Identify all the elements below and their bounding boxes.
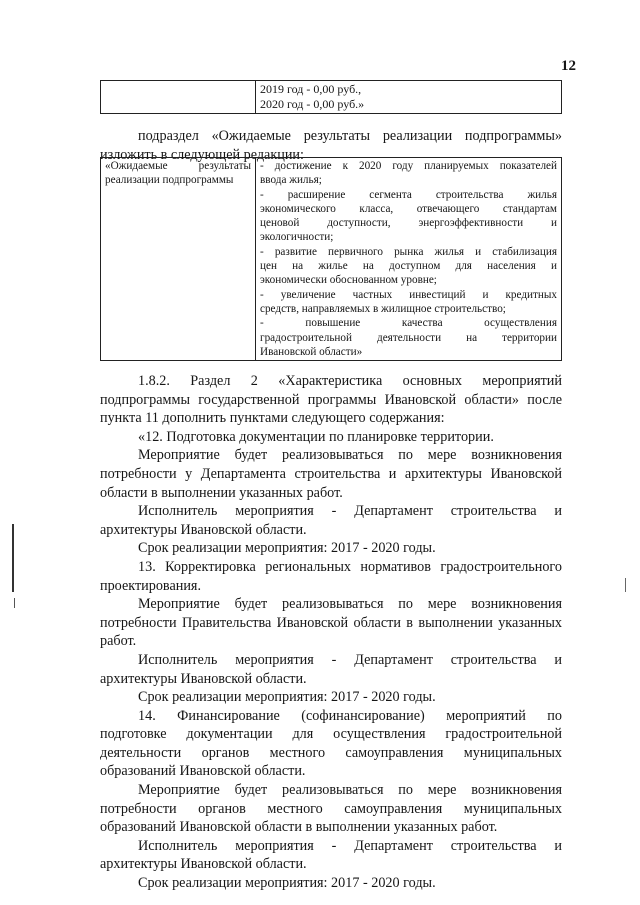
- item-13-desc-line: Мероприятие будет реализовываться по мере возникновения: [138, 596, 562, 613]
- expected-results-content-cell: [256, 158, 562, 361]
- result-line: градостроительной деятельности на территории: [260, 331, 557, 344]
- item-14-desc-line: потребности органов местного самоуправления муниципальных: [100, 800, 562, 817]
- margin-scan-mark: [14, 598, 15, 608]
- item-14-title-line: деятельности органов местного самоуправления муниципальных: [100, 744, 562, 761]
- item-14-title-line: 14. Финансирование (софинансирование) мероприятий по: [138, 707, 562, 724]
- result-line: экономически обоснованном уровне;: [260, 274, 437, 287]
- item-12-desc-line: области в выполнении указанных работ.: [100, 484, 343, 501]
- item-13-exec-line: архитектуры Ивановской области.: [100, 670, 307, 687]
- result-item: [260, 316, 557, 359]
- section-line: пункта 11 дополнить пунктами следующего содержания:: [100, 410, 445, 427]
- funding-table-fragment: [100, 80, 562, 114]
- item-13-desc-line: работ.: [100, 633, 137, 650]
- item-14-desc-line: Мероприятие будет реализовываться по мере возникновения: [138, 782, 562, 799]
- item-12-desc-line: Мероприятие будет реализовываться по мере возникновения: [138, 447, 562, 464]
- item-13-term: Срок реализации мероприятия: 2017 - 2020 годы.: [138, 689, 436, 706]
- page-number: 12: [561, 58, 576, 74]
- result-line: - достижение к 2020 году планируемых показателей: [260, 160, 557, 172]
- result-line: Ивановской области»: [260, 345, 363, 358]
- item-13-desc-line: потребности Правительства Ивановской области в выполнении указанных: [100, 614, 562, 631]
- item-14-title-line: образований Ивановской области.: [100, 763, 306, 780]
- intro-line: изложить в следующей редакции:: [100, 146, 304, 163]
- result-item: [260, 245, 557, 288]
- item-13-title-line: 13. Корректировка региональных нормативов градостроительного: [138, 558, 562, 575]
- section-1-8-2: [100, 372, 562, 893]
- label-line: реализации подпрограммы: [105, 174, 234, 187]
- item-13-title-line: проектирования.: [100, 577, 202, 594]
- result-line: - увеличение частных инвестиций и кредитных: [260, 288, 557, 301]
- funding-line-2019: 2019 год - 0,00 руб.,: [260, 82, 362, 96]
- item-12-title: «12. Подготовка документации по планировке территории.: [138, 428, 494, 445]
- item-12-term: Срок реализации мероприятия: 2017 - 2020 годы.: [138, 540, 436, 557]
- funding-values-cell: [256, 81, 562, 114]
- expected-results-label-cell: [101, 158, 256, 361]
- result-line: средств, направляемых в жилищное строительство;: [260, 302, 506, 315]
- item-14-exec-line: архитектуры Ивановской области.: [100, 856, 307, 873]
- item-13-exec-line: Исполнитель мероприятия - Департамент строительства и: [138, 651, 562, 668]
- result-line: цен на жилье на доступном для населения и: [260, 260, 557, 273]
- result-line: экологичности;: [260, 231, 334, 244]
- item-12-exec-line: Исполнитель мероприятия - Департамент строительства и: [138, 503, 562, 520]
- funding-label-cell: [101, 81, 256, 114]
- section-line: подпрограммы государственной программы Ивановской области» после: [100, 391, 562, 408]
- item-14-exec-line: Исполнитель мероприятия - Департамент строительства и: [138, 837, 562, 854]
- label-line: «Ожидаемые результаты: [105, 160, 251, 172]
- item-14-term: Срок реализации мероприятия: 2017 - 2020 годы.: [138, 875, 436, 892]
- section-line: 1.8.2. Раздел 2 «Характеристика основных мероприятий: [138, 373, 562, 389]
- result-line: ценовой доступности, энергоэффективности и: [260, 217, 557, 230]
- result-line: экономического класса, отвечающего стандартам: [260, 202, 557, 215]
- expected-results-table: [100, 157, 562, 361]
- edge-scan-mark: [625, 578, 626, 592]
- result-item: [260, 188, 557, 245]
- item-14-desc-line: образований Ивановской области в выполнении указанных работ.: [100, 819, 498, 836]
- item-12-exec-line: архитектуры Ивановской области.: [100, 521, 307, 538]
- result-item: [260, 159, 557, 188]
- result-line: ввода жилья;: [260, 174, 322, 187]
- result-line: - развитие первичного рынка жилья и стабилизация: [260, 245, 557, 258]
- intro-line: подраздел «Ожидаемые результаты реализации подпрограммы»: [138, 128, 562, 144]
- funding-line-2020: 2020 год - 0,00 руб.»: [260, 97, 365, 111]
- item-12-desc-line: потребности у Департамента строительства и архитектуры Ивановской: [100, 465, 562, 482]
- margin-scan-mark: [12, 524, 14, 592]
- result-item: [260, 288, 557, 317]
- item-14-title-line: подготовке документации для осуществления градостроительной: [100, 726, 562, 743]
- result-line: - повышение качества осуществления: [260, 317, 557, 330]
- result-line: - расширение сегмента строительства жилья: [260, 188, 557, 201]
